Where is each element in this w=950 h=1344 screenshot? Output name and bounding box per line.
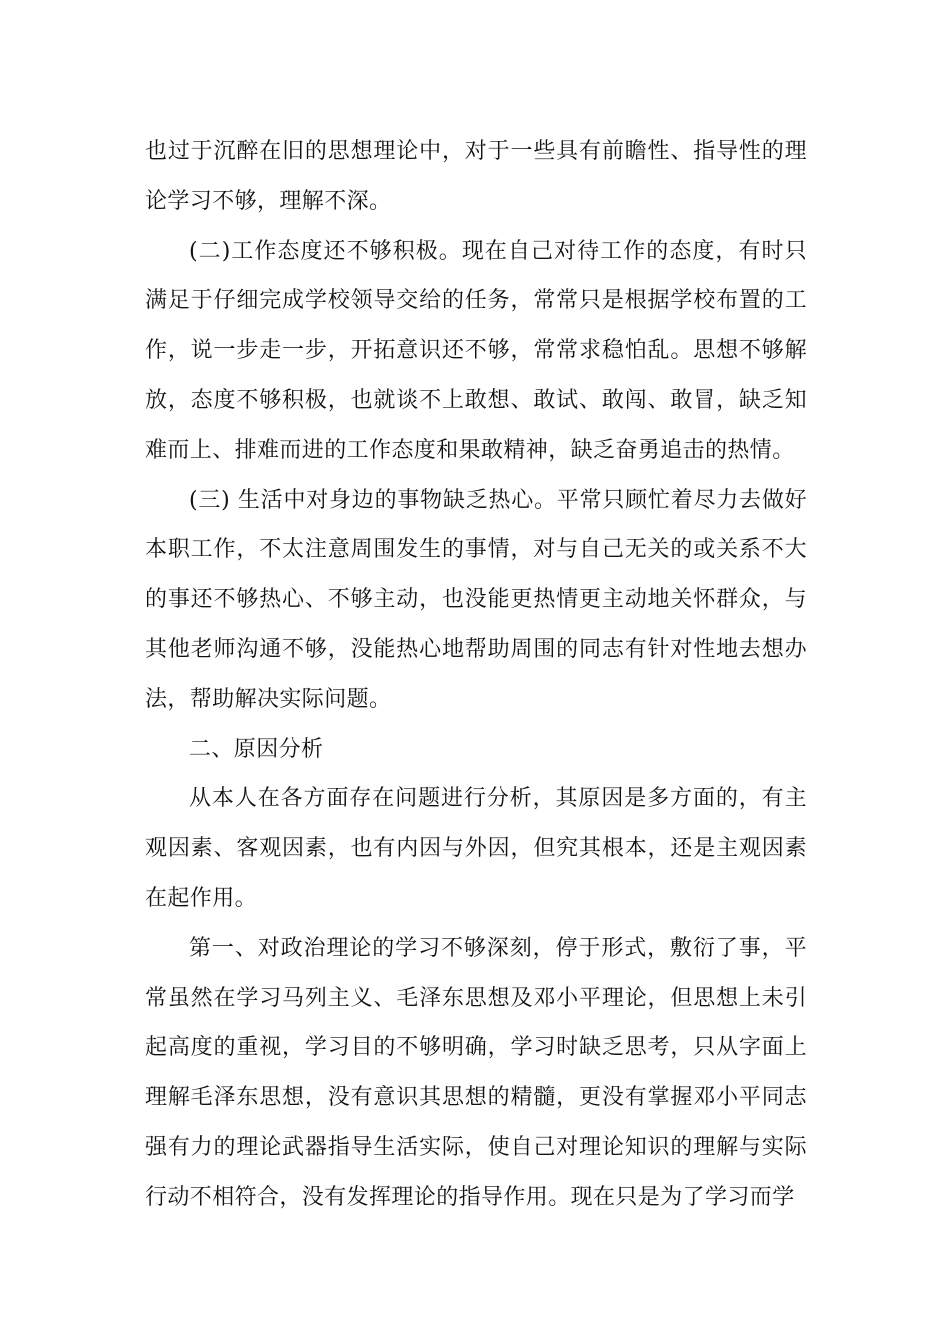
paragraph-first-cause: 第一、对政治理论的学习不够深刻，停于形式，敷衍了事，平常虽然在学习马列主义、毛泽东思想及邓小平理论，但思想上未引起高度的重视，学习目的不够明确，学习时缺乏思考，只从字面上理解毛泽东思想，没有意识其思想的精髓，更没有掌握邓小平同志强有力的理论武器指导生活实际，使自己对理论知识的理解与实际行动不相符合，没有发挥理论的指导作用。现在只是为了学习而学 (145, 935, 807, 1210)
paragraph-life-enthusiasm: (三) 生活中对身边的事物缺乏热心。平常只顾忙着尽力去做好本职工作，不太注意周围发生的事情，对与自己无关的或关系不大的事还不够热心、不够主动，也没能更热情更主动地关怀群众，与其他老师沟通不够，没能热心地帮助周围的同志有针对性地去想办法，帮助解决实际问题。 (145, 487, 807, 712)
document-page (145, 127, 807, 1223)
paragraph-continued-intro: 也过于沉醉在旧的思想理论中，对于一些具有前瞻性、指导性的理论学习不够，理解不深。 (145, 139, 807, 214)
paragraph-analysis-summary: 从本人在各方面存在问题进行分析，其原因是多方面的，有主观因素、客观因素，也有内因与外因，但究其根本，还是主观因素在起作用。 (145, 786, 807, 911)
section-heading-cause-analysis: 二、原因分析 (189, 736, 324, 762)
paragraph-work-attitude: (二)工作态度还不够积极。现在自己对待工作的态度，有时只满足于仔细完成学校领导交给的任务，常常只是根据学校布置的工作，说一步走一步，开拓意识还不够，常常求稳怕乱。思想不够解放，态度不够积极，也就谈不上敢想、敢试、敢闯、敢冒，缺乏知难而上、排难而进的工作态度和果敢精神，缺乏奋勇追击的热情。 (145, 238, 807, 463)
